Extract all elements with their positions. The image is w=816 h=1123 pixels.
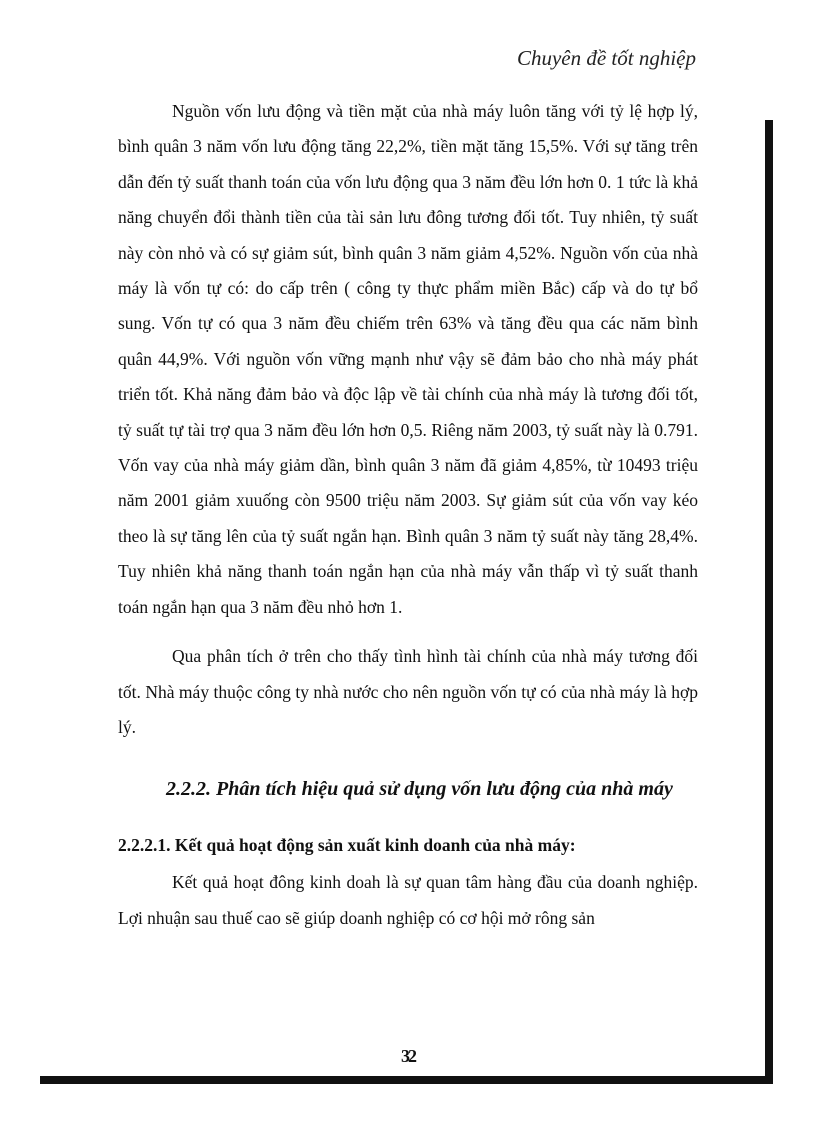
document-body [118, 94, 698, 936]
page-shadow-bottom [40, 1076, 773, 1084]
paragraph-business-results: Kết quả hoạt đông kinh doah là sự quan tâm hàng đầu của doanh nghiệp. Lợi nhuận sau thuế cao sẽ giúp doanh nghiệp có cơ hội mở rông sản [118, 872, 698, 928]
subsection-heading: 2.2.2.1. Kết quả hoạt động sản xuất kinh doanh của nhà máy: [118, 835, 576, 856]
paragraph-capital-analysis: Nguồn vốn lưu động và tiền mặt của nhà máy luôn tăng với tỷ lệ hợp lý, bình quân 3 năm vốn lưu động tăng 22,2%, tiền mặt tăng 15,5%. Với sự tăng trên dẫn đến tỷ suất thanh toán của vốn lưu động qua 3 năm đều lớn hơn 0. 1 tức là khả năng chuyển đổi thành tiền của tài sản lưu đông tương đối tốt. Tuy nhiên, tỷ suất này còn nhỏ và có sự giảm sút, bình quân 3 năm giảm 4,52%. Nguồn vốn của nhà máy là vốn tự có: do cấp trên ( công ty thực phẩm miền Bắc) cấp và do tự bổ sung. Vốn tự có qua 3 năm đều chiếm trên 63% và tăng đều qua các năm bình quân 44,9%. Với nguồn vốn vững mạnh như vậy sẽ đảm bảo cho nhà máy phát triển tốt. Khả năng đảm bảo và độc lập về tài chính của nhà máy là tương đối tốt, tỷ suất tự tài trợ qua 3 năm đều lớn hơn 0,5. Riêng năm 2003, tỷ suất này là 0.791. Vốn vay của nhà máy giảm dần, bình quân 3 năm đã giảm 4,85%, từ 10493 triệu năm 2001 giảm xuuống còn 9500 triệu năm 2003. Sự giảm sút của vốn vay kéo theo là sự tăng lên của tỷ suất ngắn hạn. Bình quân 3 năm tỷ suất này tăng 28,4%. Tuy nhiên khả năng thanh toán ngắn hạn của nhà máy vẫn thấp vì tỷ suất thanh toán ngắn hạn qua 3 năm đều nhỏ hơn 1. [118, 101, 698, 617]
page-number: 32 [401, 1046, 415, 1066]
paragraph-conclusion: Qua phân tích ở trên cho thấy tình hình tài chính của nhà máy tương đối tốt. Nhà máy thuộc công ty nhà nước cho nên nguồn vốn tự có của nhà máy là hợp lý. [118, 646, 698, 737]
running-header: Chuyên đề tốt nghiệp [516, 46, 696, 70]
page-shadow-right [765, 120, 773, 1080]
section-heading: 2.2.2. Phân tích hiệu quả sử dụng vốn lưu động của nhà máy [166, 778, 673, 801]
